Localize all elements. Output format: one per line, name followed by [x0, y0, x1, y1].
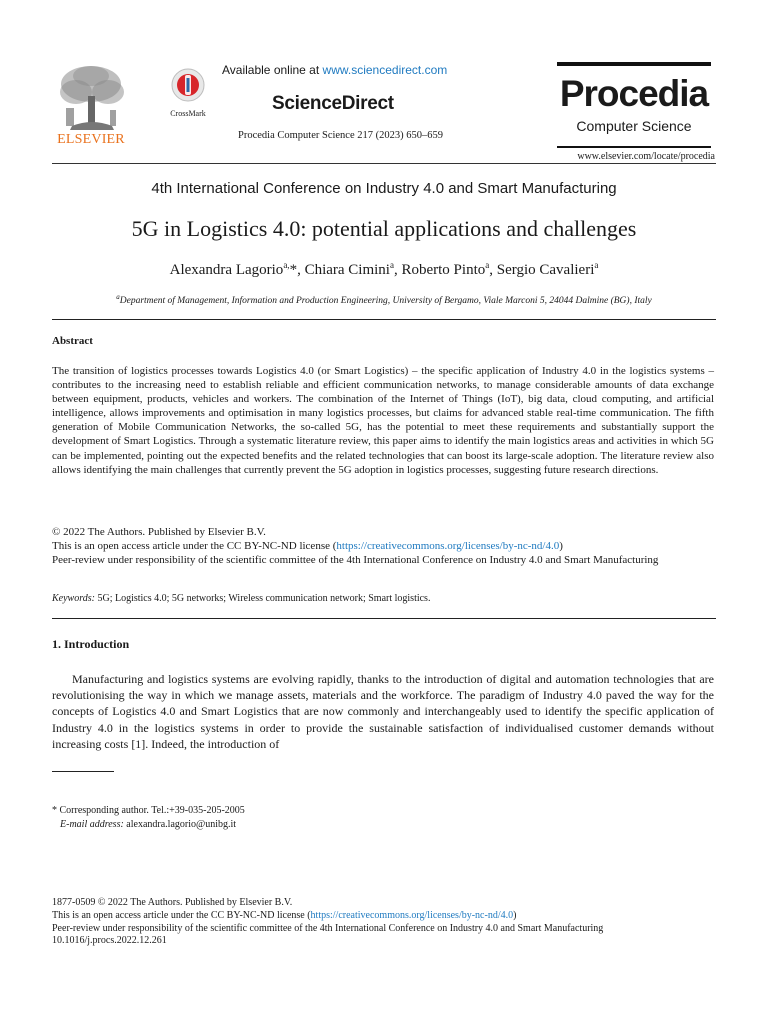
- footnote: [52, 804, 714, 832]
- bottom-notice: [52, 897, 714, 948]
- license-line: [52, 539, 714, 553]
- available-prefix: Available online at: [222, 63, 323, 77]
- abstract-text: The transition of logistics processes towards Logistics 4.0 (or Smart Logistics) – the specific application of Industry 4.0 in the logistics systems – contributes to the increasing need to establish reliable and efficient communication networks, to manage considerable amounts of data exchange between equipment, products, vehicles and workers. The combination of the Internet of Things (IoT), big data, cloud computing, and artificial intelligence, allows improvements and optimisation in many logistics processes, but claims for advanced stable real-time communication. The fifth generation of Mobile Communication Networks, the so-called 5G, has the potential to meet these requirements and substantially support the development of Smart Logistics. Through a systematic literature review, this paper aims to identify the main logistics areas and activities in which 5G can be implemented, pointing out the expected benefits and the related technologies that can boost its large-scale adoption. The literature review also allows identifying the main challenges that currently prevent the 5G adoption in logistics processes, suggesting future research directions.: [52, 365, 714, 476]
- available-online: [222, 63, 447, 77]
- journal-reference: Procedia Computer Science 217 (2023) 650–659: [238, 130, 443, 141]
- introduction-text: Manufacturing and logistics systems are evolving rapidly, thanks to the introduction of digital and automation technologies that are revolutionising the way in which we manage assets, materials and the workforce. The paradigm of Industry 4.0 paved the way for the concepts of Logistics 4.0 and Smart Logistics that are now commonly and interchangeably used to identify the specific application of Industry 4.0 in the logistics systems in order to provide the sustainable satisfaction of individualised customer demands without increasing costs [1]. Indeed, the introduction of: [52, 672, 714, 751]
- paper-title: 5G in Logistics 4.0: potential applications and challenges: [131, 216, 637, 241]
- bottom-peer-review: Peer-review under responsibility of the scientific committee of the 4th International Conference on Industry 4.0 and Smart Manufacturing: [52, 922, 604, 934]
- issn-line: 1877-0509 © 2022 The Authors. Published by Elsevier B.V.: [52, 897, 293, 908]
- license-link[interactable]: https://creativecommons.org/licenses/by-nc-nd/4.0: [336, 540, 560, 552]
- affiliation-text: Department of Management, Information and Production Engineering, University of Bergamo, Viale Marconi 5, 24044 Dalmine (BG), Italy: [119, 296, 652, 307]
- procedia-logo: [557, 62, 711, 148]
- keywords-text: 5G; Logistics 4.0; 5G networks; Wireless communication network; Smart logistics.: [94, 593, 431, 604]
- bottom-license-prefix: This is an open access article under the CC BY-NC-ND license (: [52, 909, 311, 921]
- bottom-license-suffix: ): [513, 909, 517, 921]
- procedia-subtitle: Computer Science: [576, 118, 692, 134]
- license-suffix: ): [559, 540, 563, 552]
- keywords: [52, 593, 714, 604]
- license-prefix: This is an open access article under the CC BY-NC-ND license (: [52, 540, 337, 552]
- introduction-heading: 1. Introduction: [52, 637, 130, 651]
- abstract-bottom-divider: [52, 618, 716, 619]
- crossmark-label: CrossMark: [170, 109, 206, 118]
- copyright-block: [52, 525, 714, 567]
- procedia-wordmark: Procedia: [559, 73, 709, 114]
- email-label: E-mail address:: [60, 819, 124, 830]
- affiliation-marker: a: [116, 293, 120, 301]
- author-affiliation-marker: a: [594, 260, 599, 270]
- author-name: Roberto Pinto: [401, 262, 486, 278]
- author-affiliation-marker: a,: [283, 260, 290, 270]
- abstract-top-divider: [52, 319, 716, 320]
- author-separator: ,: [297, 262, 305, 278]
- author-list: [52, 260, 716, 279]
- abstract-heading: Abstract: [52, 335, 93, 347]
- author-affiliation-marker: a: [485, 260, 490, 270]
- email-line: [52, 818, 714, 832]
- copyright-line: © 2022 The Authors. Published by Elsevier B.V.: [52, 526, 266, 538]
- email-address[interactable]: alexandra.lagorio@unibg.it: [123, 819, 237, 830]
- author-affiliation-marker: a: [389, 260, 394, 270]
- header-divider: [52, 163, 716, 164]
- bottom-license-link[interactable]: https://creativecommons.org/licenses/by-nc-nd/4.0: [310, 909, 514, 921]
- footnote-divider: [52, 771, 114, 772]
- sciencedirect-wordmark: ScienceDirect: [272, 93, 394, 114]
- author-separator: ,: [489, 262, 497, 278]
- sciencedirect-link[interactable]: www.sciencedirect.com: [322, 63, 448, 77]
- author-separator: ,: [393, 262, 402, 278]
- crossmark-icon: [171, 68, 205, 102]
- doi[interactable]: 10.1016/j.procs.2022.12.261: [52, 935, 167, 947]
- crossmark-badge[interactable]: [164, 68, 212, 120]
- author-name: Alexandra Lagorio: [169, 262, 284, 278]
- affiliation: [52, 293, 716, 306]
- conference-name: 4th International Conference on Industry 4.0 and Smart Manufacturing: [151, 180, 617, 197]
- peer-review-line: Peer-review under responsibility of the scientific committee of the 4th International Conference on Industry 4.0 and Smart Manufacturing: [52, 554, 659, 566]
- journal-url[interactable]: www.elsevier.com/locate/procedia: [577, 151, 715, 162]
- publisher-wordmark: ELSEVIER: [57, 132, 125, 147]
- corresponding-marker: *: [289, 262, 298, 278]
- author-name: Chiara Cimini: [304, 262, 390, 278]
- author-name: Sergio Cavalieri: [496, 262, 595, 278]
- keywords-label: Keywords:: [52, 593, 95, 604]
- corresponding-author: * Corresponding author. Tel.:+39-035-205-2005: [52, 805, 245, 816]
- bottom-license-line: [52, 910, 714, 923]
